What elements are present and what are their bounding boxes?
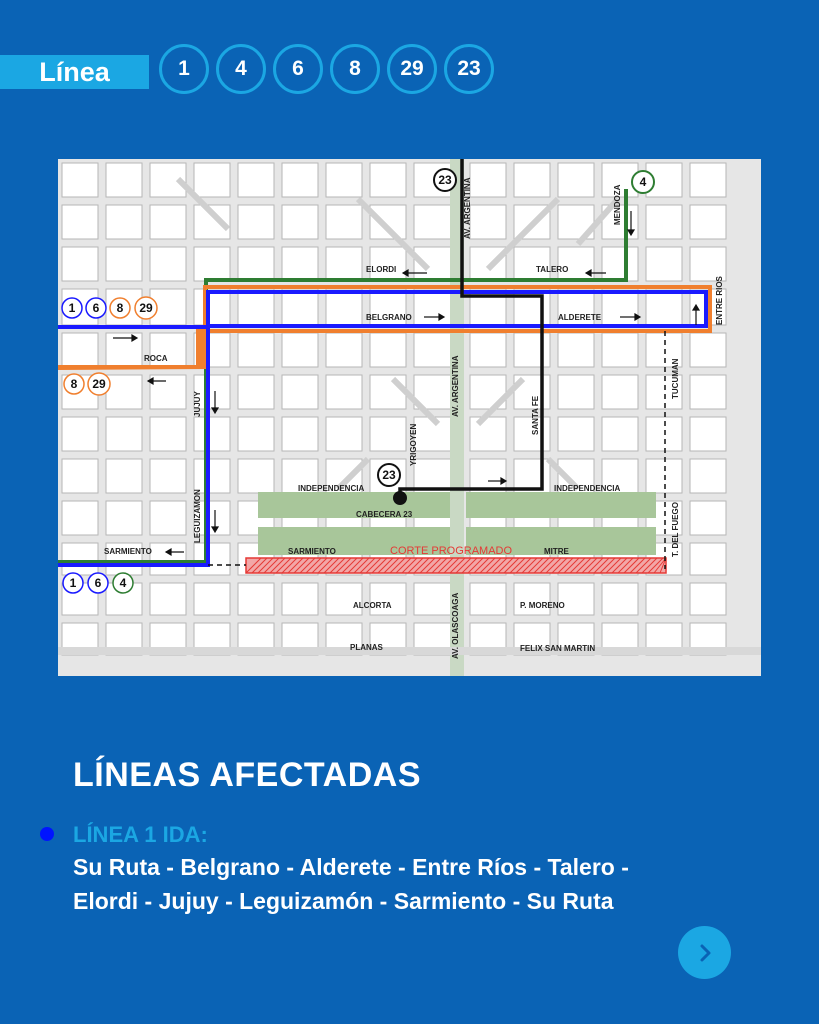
svg-text:29: 29 <box>139 301 153 315</box>
line-6-button[interactable]: 6 <box>273 44 323 94</box>
city-block <box>558 163 594 197</box>
city-block <box>646 205 682 239</box>
line-1-ida-label: LÍNEA 1 IDA: <box>73 822 208 847</box>
city-block <box>514 247 550 281</box>
city-block <box>282 205 318 239</box>
city-block <box>326 205 362 239</box>
city-block <box>150 459 186 493</box>
street-mitre: MITRE <box>544 547 569 556</box>
city-block <box>62 163 98 197</box>
svg-text:6: 6 <box>94 576 102 590</box>
city-block <box>558 333 594 367</box>
next-button[interactable] <box>678 926 731 979</box>
city-block <box>282 289 318 325</box>
city-block <box>62 501 98 535</box>
city-block <box>690 417 726 451</box>
city-block <box>106 163 142 197</box>
street-sarmiento-west: SARMIENTO <box>104 547 152 556</box>
city-block <box>690 459 726 493</box>
city-block <box>326 247 362 281</box>
city-block <box>150 583 186 615</box>
planas-strip <box>58 647 761 655</box>
city-block <box>326 333 362 367</box>
city-block <box>326 375 362 409</box>
street-p-moreno: P. MORENO <box>520 601 565 610</box>
city-block <box>370 375 406 409</box>
city-block <box>326 417 362 451</box>
city-block <box>194 163 230 197</box>
svg-text:8: 8 <box>116 301 124 315</box>
route-text-line: Elordi - Jujuy - Leguizamón - Sarmiento - Su Ruta <box>73 888 614 914</box>
city-block <box>602 417 638 451</box>
city-block <box>150 543 186 575</box>
city-block <box>514 333 550 367</box>
svg-text:23: 23 <box>382 468 396 482</box>
street-yrigoyen: YRIGOYEN <box>409 423 418 466</box>
city-block <box>690 247 726 281</box>
city-block <box>646 417 682 451</box>
city-block <box>646 289 682 325</box>
street-belgrano: BELGRANO <box>366 313 412 322</box>
city-block <box>194 543 230 575</box>
city-block <box>470 205 506 239</box>
city-block <box>690 583 726 615</box>
city-block <box>602 247 638 281</box>
city-block <box>238 375 274 409</box>
affected-lines-title: LÍNEAS AFECTADAS <box>73 756 421 794</box>
city-block <box>238 583 274 615</box>
city-block <box>326 583 362 615</box>
city-block <box>62 333 98 367</box>
city-block <box>470 417 506 451</box>
street-alderete: ALDERETE <box>558 313 602 322</box>
plaza-block <box>258 492 450 518</box>
svg-text:6: 6 <box>92 301 100 315</box>
pin-group-c <box>63 573 133 593</box>
street-jujuy: JUJUY <box>193 391 202 417</box>
corte-zone <box>246 558 666 573</box>
city-block <box>326 289 362 325</box>
street-elordi: ELORDI <box>366 265 397 274</box>
linea-label: Línea <box>0 55 149 89</box>
city-block <box>690 333 726 367</box>
city-block <box>470 163 506 197</box>
city-block <box>194 417 230 451</box>
header <box>0 44 819 96</box>
city-block <box>282 333 318 367</box>
route-text-line: Su Ruta - Belgrano - Alderete - Entre Ríos - Talero - <box>73 854 629 880</box>
street-independencia-east: INDEPENDENCIA <box>554 484 621 493</box>
plaza-block <box>466 492 656 518</box>
city-block <box>150 501 186 535</box>
pin-23-cabecera <box>378 464 400 486</box>
city-block <box>282 163 318 197</box>
city-block <box>62 417 98 451</box>
city-block <box>370 205 406 239</box>
city-block <box>238 459 274 493</box>
city-block <box>194 459 230 493</box>
city-block <box>514 583 550 615</box>
city-block <box>194 289 230 325</box>
street-felix-san-martin: FELIX SAN MARTIN <box>520 644 596 653</box>
city-block <box>370 417 406 451</box>
svg-text:23: 23 <box>438 173 452 187</box>
street-tucuman: TUCUMAN <box>671 358 680 399</box>
street-av-argentina-south: AV. ARGENTINA <box>451 355 460 417</box>
city-block <box>106 205 142 239</box>
city-block <box>690 501 726 535</box>
city-block <box>238 163 274 197</box>
city-block <box>62 459 98 493</box>
city-block <box>194 247 230 281</box>
city-block <box>690 205 726 239</box>
city-block <box>282 583 318 615</box>
city-block <box>106 247 142 281</box>
city-block <box>690 543 726 575</box>
city-block <box>690 163 726 197</box>
street-t-del-fuego: T. DEL FUEGO <box>671 502 680 557</box>
street-independencia-west: INDEPENDENCIA <box>298 484 365 493</box>
city-block <box>282 417 318 451</box>
city-block <box>646 247 682 281</box>
cabecera-label: CABECERA 23 <box>356 510 413 519</box>
pin-4-top <box>632 171 654 193</box>
city-block <box>62 247 98 281</box>
city-block <box>558 375 594 409</box>
street-talero: TALERO <box>536 265 569 274</box>
bullet-dot-icon <box>40 827 54 841</box>
svg-text:1: 1 <box>68 301 76 315</box>
street-av-argentina-north: AV. ARGENTINA <box>463 177 472 239</box>
city-block <box>326 163 362 197</box>
city-block <box>106 459 142 493</box>
street-mendoza: MENDOZA <box>613 184 622 225</box>
city-block <box>690 375 726 409</box>
line-29-button[interactable]: 29 <box>387 44 437 94</box>
city-block <box>238 247 274 281</box>
city-block <box>282 247 318 281</box>
city-block <box>150 247 186 281</box>
cabecera-point <box>393 491 407 505</box>
street-leguizamon: LEGUIZAMON <box>193 489 202 543</box>
city-block <box>602 333 638 367</box>
pin-23-top <box>434 169 456 191</box>
svg-text:29: 29 <box>92 377 106 391</box>
city-block <box>370 333 406 367</box>
city-block <box>514 163 550 197</box>
city-block <box>646 459 682 493</box>
city-block <box>370 583 406 615</box>
city-block <box>238 289 274 325</box>
city-block <box>558 247 594 281</box>
city-block <box>370 247 406 281</box>
svg-text:4: 4 <box>639 175 647 189</box>
street-planas: PLANAS <box>350 643 383 652</box>
street-santa-fe: SANTA FE <box>531 395 540 435</box>
svg-text:8: 8 <box>70 377 78 391</box>
street-entre-rios: ENTRE RIOS <box>715 276 724 325</box>
city-block <box>106 501 142 535</box>
line-1-button[interactable]: 1 <box>159 44 209 94</box>
city-block <box>238 417 274 451</box>
city-block <box>106 375 142 409</box>
city-block <box>370 163 406 197</box>
city-block <box>558 417 594 451</box>
city-block <box>470 583 506 615</box>
city-block <box>558 583 594 615</box>
line-4-button[interactable]: 4 <box>216 44 266 94</box>
street-sarmiento-plaza: SARMIENTO <box>288 547 336 556</box>
city-block <box>470 247 506 281</box>
city-block <box>62 543 98 575</box>
city-block <box>150 205 186 239</box>
route-map <box>58 159 761 676</box>
corte-label: CORTE PROGRAMADO <box>390 545 513 557</box>
city-block <box>470 333 506 367</box>
city-block <box>602 289 638 325</box>
city-block <box>150 417 186 451</box>
city-block <box>602 583 638 615</box>
city-block <box>62 205 98 239</box>
chevron-right-icon <box>695 943 715 963</box>
line-1-route-description <box>73 850 753 918</box>
svg-text:4: 4 <box>119 576 127 590</box>
street-alcorta: ALCORTA <box>353 601 392 610</box>
city-block <box>194 583 230 615</box>
city-block <box>646 583 682 615</box>
street-av-olascoaga: AV. OLASCOAGA <box>451 592 460 659</box>
city-block <box>106 417 142 451</box>
city-block <box>602 375 638 409</box>
line-8-button[interactable]: 8 <box>330 44 380 94</box>
city-block <box>282 375 318 409</box>
svg-text:1: 1 <box>69 576 77 590</box>
route-map-svg <box>58 159 761 676</box>
line-23-button[interactable]: 23 <box>444 44 494 94</box>
line-selector <box>159 44 494 94</box>
city-block <box>238 333 274 367</box>
city-block <box>238 205 274 239</box>
street-roca: ROCA <box>144 354 168 363</box>
city-block <box>150 375 186 409</box>
